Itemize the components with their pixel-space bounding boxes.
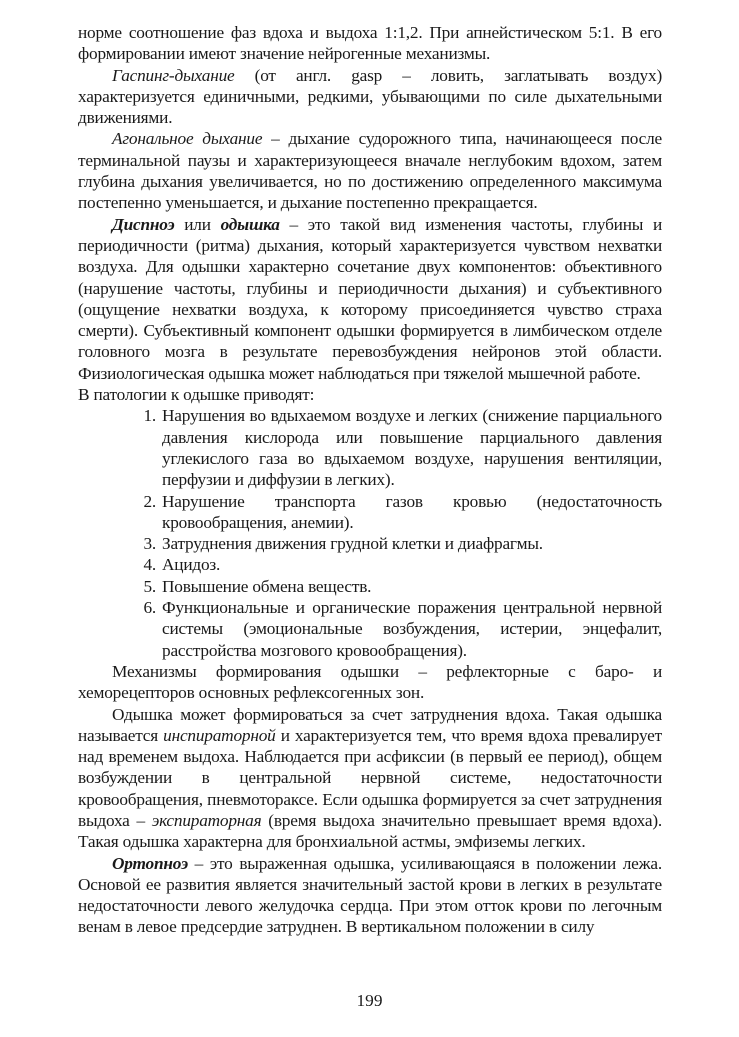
list-item-text: Функциональные и органические поражения центральной нервной системы (эмоциональные возбуждения, истерии, энцефалит, расстройства мозгового кровообращения). xyxy=(162,598,662,660)
term-orthopnea: Ортопноэ xyxy=(112,853,188,873)
list-item-number: 1. xyxy=(143,406,156,426)
paragraph-inspiratory-expiratory xyxy=(78,704,662,853)
term-inspiratory: инспираторной xyxy=(163,725,276,745)
list-item-text: Ацидоз. xyxy=(162,555,221,575)
list-item-text: Нарушение транспорта газов кровью (недостаточность кровообращения, анемии). xyxy=(162,491,662,532)
list-item xyxy=(78,533,662,554)
page-number: 199 xyxy=(356,991,383,1010)
paragraph-text: или xyxy=(174,214,221,234)
paragraph-text: (время выдоха значительно превышает время вдоха). Такая одышка характерна для бронхиальной астмы, эмфиземы легких. xyxy=(78,810,662,852)
list-item-number: 5. xyxy=(143,576,156,596)
paragraph-orthopnea xyxy=(78,853,662,938)
term-odyshka: одышка xyxy=(220,214,280,234)
list-item-text: Повышение обмена веществ. xyxy=(162,576,372,596)
paragraph-text: (от англ. gasp – ловить, заглатывать воздух) характеризуется единичными, редкими, убывающими по силе дыхательными движениями. xyxy=(78,65,662,128)
paragraph-respiration-ratio xyxy=(78,22,662,65)
paragraph-text: и характеризуется тем, что время вдоха превалирует над временем выдоха. Наблюдается при асфиксии (в первый ее период), общем возбуждении в центральной нервной системе, недостаточности кровообращения, пневмотораксе. Если одышка формируется за счет затруднения выдоха – xyxy=(78,725,662,830)
list-item-number: 2. xyxy=(143,491,156,511)
term-gasping: Гаспинг-дыхание xyxy=(112,65,235,85)
paragraph-text: – это такой вид изменения частоты, глубины и периодичности (ритма) дыхания, который характеризуется чувством нехватки воздуха. Для одышки характерно сочетание двух компонентов: объективного (нарушение частоты, глубины и периодичности дыхания) и субъективного (ощущение нехватки воздуха, к которому присоединяется чувство страха смерти). Субъективный компонент одышки формируется в лимбическом отделе головного мозга в результате перевозбуждения нейронов этой области. Физиологическая одышка может наблюдаться при тяжелой мышечной работе. xyxy=(78,214,662,383)
term-dyspnea: Диспноэ xyxy=(112,214,175,234)
paragraph-dyspnea xyxy=(78,214,662,384)
paragraph-text: – это выраженная одышка, усиливающаяся в положении лежа. Основой ее развития является значительный застой крови в легких в результате недостаточности левого желудочка сердца. При этом отток крови по легочным венам в левое предсердие затруднен. В вертикальном положении в силу xyxy=(78,853,662,937)
list-item-number: 6. xyxy=(143,598,156,618)
document-page xyxy=(78,22,662,938)
paragraph-text: – дыхание судорожного типа, начинающееся после терминальной паузы и характеризующееся вначале неглубоким вдохом, затем глубина дыхания увеличивается, но по достижению определенного максимума постепенно уменьшается, и дыхание постепенно прекращается. xyxy=(78,129,662,213)
list-item xyxy=(78,576,662,597)
list-item-number: 4. xyxy=(143,555,156,575)
list-item-text: Затруднения движения грудной клетки и диафрагмы. xyxy=(162,534,543,554)
list-item-text: Нарушения во вдыхаемом воздухе и легких (снижение парциального давления кислорода или повышение парциального давления углекислого газа во вдыхаемом воздухе, нарушения вентиляции, перфузии и диффузии в легких). xyxy=(162,406,662,490)
list-item xyxy=(78,405,662,490)
paragraph-text: Одышка может формироваться за счет затруднения вдоха. Такая одышка называется xyxy=(78,704,662,745)
list-item xyxy=(78,597,662,661)
paragraph-text: В патологии к одышке приводят: xyxy=(78,385,315,405)
paragraph-text: Механизмы формирования одышки – рефлекторные с баро- и хеморецепторов основных рефлексогенных зон. xyxy=(78,661,662,703)
list-item-number: 3. xyxy=(143,534,156,554)
paragraph-agonal xyxy=(78,128,662,213)
paragraph-gasping xyxy=(78,65,662,129)
paragraph-pathology-intro xyxy=(78,384,662,405)
term-agonal: Агональное дыхание xyxy=(112,129,263,149)
list-item xyxy=(78,491,662,534)
paragraph-mechanisms xyxy=(78,661,662,704)
causes-list xyxy=(78,405,662,661)
term-expiratory: экспираторная xyxy=(151,810,262,830)
paragraph-text: норме соотношение фаз вдоха и выдоха 1:1,2. При апнейстическом 5:1. В его формировании имеют значение нейрогенные механизмы. xyxy=(78,23,662,64)
list-item xyxy=(78,554,662,575)
